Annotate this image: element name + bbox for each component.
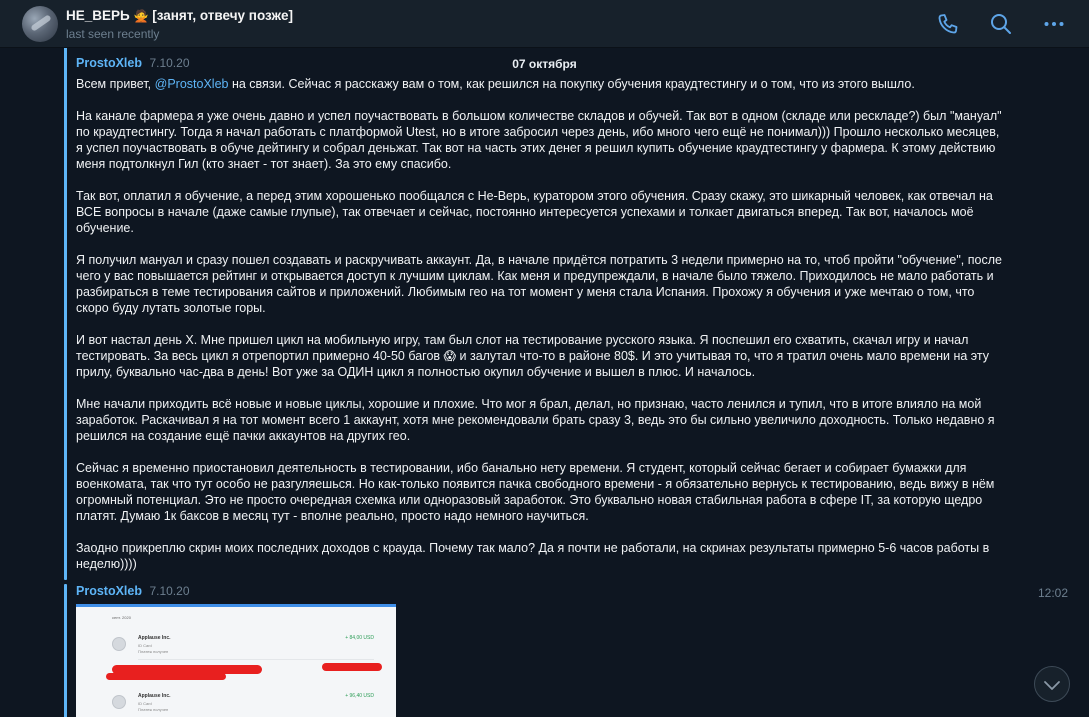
message-paragraph: Мне начали приходить всё новые и новые циклы, хорошие и плохие. Что мог я брал, делал, но признаю, часто ленился и тупил, что в итоге влияло на мой заработок. Раскачивал я на тот момент всего 1 аккаунт, хотя мне рекомендовали брать сразу 3, ведь это бы сильно увеличило доходность. Только недавно я решился на создание ещё пачки аккаунтов на других гео.: [76, 397, 995, 443]
text-fragment: Всем привет,: [76, 77, 155, 91]
photo-attachment[interactable]: [76, 604, 396, 717]
message-paragraph: На канале фармера я уже очень давно и успел поучаствовать в большом количестве складов и обучей. Так вот в одном (складе или рескладе?) был "мануал" по краудтестингу. Тогда я начал работать с платформой Utest, но в итоге забросил через день, ибо много чего ещё не понимал))) Прошло несколько месяцев, я успел поучаствовать в обуче дейтингу и собрал деньжат. Так вот на часть этих денег я решил купить обучение краудтестингу у фармера. К этому действию меня подтолкнул Гил (кто знает - тот знает). За это ему спасибо.: [76, 109, 1002, 171]
search-icon[interactable]: [989, 12, 1013, 36]
more-icon[interactable]: [1042, 12, 1066, 36]
chat-title-suffix: [занят, отвечу позже]: [152, 8, 293, 23]
message-date: 7.10.20: [149, 56, 190, 70]
message-text: [76, 76, 1006, 572]
message-paragraph: Сейчас я временно приостановил деятельность в тестировании, ибо банально нету времени. Я студент, который сейчас бегает и собирает бумажки для военкомата, так что тут особо не разгуляешься. Но как-только появится пачка свободного времени - я обязательно вернусь к тестированию, ведь вижу в нём огромный потенциал. Это не просто очередная схемка или одноразовый заработок. Это буквально новая стабильная работа в сфере IT, за которую щедро платят. Думаю 1к баксов в месяц тут - вполне реально, просто надо немного научиться.: [76, 461, 995, 523]
message-header: [76, 54, 1006, 72]
app-logo-icon: [112, 695, 126, 709]
photo-amount: + 96,40 USD: [345, 693, 374, 699]
chat-status: last seen recently: [66, 27, 160, 41]
text-fragment: и залутал что-то в районе 80$. И это учитывая то, что я тратил очень мало времени на эту прилу, буквально час-два в день! Вот уже за ОДИН цикл я полностью окупил обучение и вышел в плюс. И началось.: [76, 349, 990, 379]
text-fragment: на связи. Сейчас я расскажу вам о том, как решился на покупку обучения краудтестингу и о том, что из этого вышло.: [228, 77, 915, 91]
photo-divider: [138, 659, 374, 660]
message[interactable]: [76, 54, 1006, 572]
date-separator: 07 октября: [512, 57, 577, 71]
message[interactable]: [76, 582, 1006, 600]
message-paragraph: Заодно прикреплю скрин моих последних доходов с крауда. Почему так мало? Да я почти не работали, на скринах результаты примерно 5-6 часов работы в неделю)))): [76, 541, 990, 571]
message-paragraph: Я получил мануал и сразу пошел создавать и раскручивать аккаунт. Да, в начале придётся потратить 3 недели примерно на то, чтоб пройти "обучение", после чего у вас повышается рейтинг и открывается доступ к лучшим циклам. Как меня и предупреждали, в начале было тяжело. Приходилось не мало работать и разбираться в теме тестирования сайтов и приложений. Любимым гео на тот момент у меня стала Испания. Прохожу я обучения и уже мечтаю о том, что скоро буду лутать золотые горы.: [76, 253, 1002, 315]
message-group-bar: [64, 48, 67, 580]
chevron-down-icon: [1043, 676, 1061, 694]
avatar[interactable]: [22, 6, 58, 42]
chat-header: [0, 0, 1089, 48]
scroll-down-button[interactable]: [1034, 666, 1070, 702]
chat-title-emoji: 🙅: [133, 9, 149, 23]
message-date: 7.10.20: [149, 584, 190, 598]
photo-company: Applause Inc.: [138, 693, 171, 699]
sender-name[interactable]: ProstoXleb: [76, 584, 142, 598]
redaction-mark: [322, 663, 382, 671]
app-logo-icon: [112, 637, 126, 651]
photo-sub: Платеж получен: [138, 707, 169, 712]
photo-company: Applause Inc.: [138, 635, 171, 641]
message-paragraph: Так вот, оплатил я обучение, а перед этим хорошенько пообщался с Не-Верь, куратором этого обучения. Сразу скажу, это шикарный человек, как отвечал на ВСЕ вопросы в начале (даже самые глупые), так отвечает и сейчас, постоянно интересуется успехами и толкает двигаться вперед. Так вот, началось моё обучение.: [76, 189, 993, 235]
photo-sub: ID Card: [138, 701, 152, 706]
message-group-bar: [64, 584, 67, 717]
text-fragment: И вот настал день Х. Мне пришел цикл на мобильную игру, там был слот на тестирование русского языка. Я поспешил его схватить, скачал игру и начал тестировать. За весь цикл я отрепортил примерно 40-50 багов: [76, 333, 969, 363]
message-time: 12:02: [1037, 586, 1068, 600]
message-paragraph: [76, 76, 1006, 92]
phone-icon[interactable]: [936, 12, 960, 36]
scream-emoji: 😱: [443, 349, 457, 363]
chat-title-name: НЕ_ВЕРЬ: [66, 8, 130, 23]
message-paragraph: [76, 332, 1006, 380]
chat-title[interactable]: [66, 8, 293, 23]
photo-sub: ID Card: [138, 643, 152, 648]
mention-link[interactable]: @ProstoXleb: [154, 77, 229, 91]
photo-sub: Платеж получен: [138, 649, 169, 654]
photo-month-label: сент. 2020: [112, 615, 131, 620]
message-list[interactable]: [0, 48, 1089, 717]
photo-amount: + 84,00 USD: [345, 635, 374, 641]
sender-name[interactable]: ProstoXleb: [76, 56, 142, 70]
redaction-mark: [106, 673, 226, 680]
